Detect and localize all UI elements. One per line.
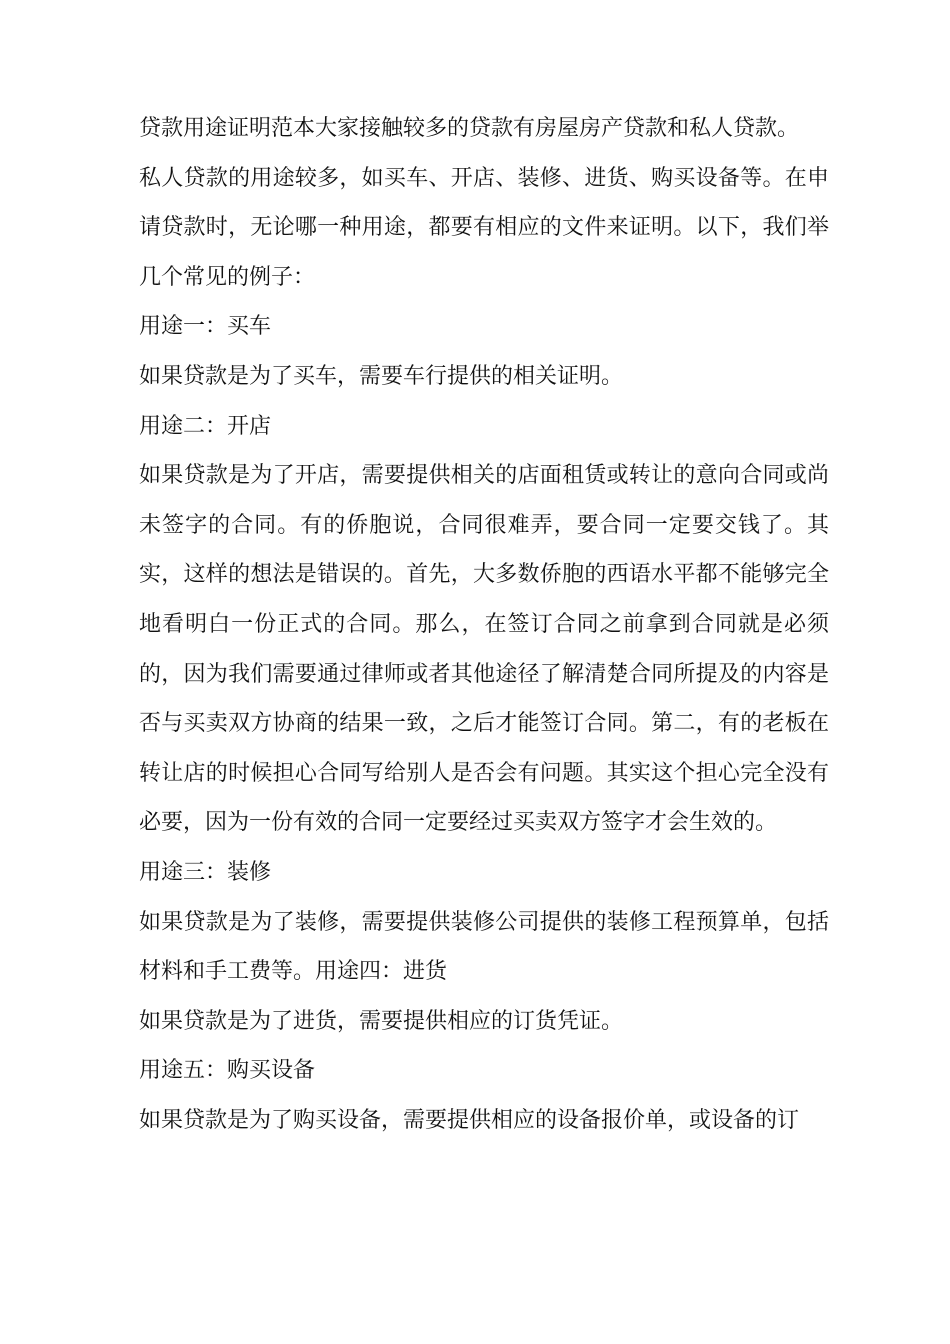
document-body xyxy=(139,104,829,1145)
heading-use-2: 用途二：开店 xyxy=(139,413,272,439)
paragraph-use-2: 如果贷款是为了开店，需要提供相关的店面租赁或转让的意向合同或尚未签字的合同。有的侨胞说，合同很难弄，要合同一定要交钱了。其实，这样的想法是错误的。首先，大多数侨胞的西语水平都不能够完全地看明白一份正式的合同。那么，在签订合同之前拿到合同就是必须的，因为我们需要通过律师或者其他途径了解清楚合同所提及的内容是否与买卖双方协商的结果一致，之后才能签订合同。第二，有的老板在转让店的时候担心合同写给别人是否会有问题。其实这个担心完全没有必要，因为一份有效的合同一定要经过买卖双方签字才会生效的。 xyxy=(139,463,829,836)
heading-use-3: 用途三：装修 xyxy=(139,859,272,885)
paragraph-use-4: 如果贷款是为了进货，需要提供相应的订货凭证。 xyxy=(139,1008,624,1034)
paragraph-intro: 贷款用途证明范本大家接触较多的贷款有房屋房产贷款和私人贷款。 xyxy=(139,116,800,141)
heading-use-1: 用途一：买车 xyxy=(139,314,272,340)
paragraph-private-loans: 私人贷款的用途较多，如买车、开店、装修、进货、购买设备等。在申请贷款时，无论哪一种用途，都要有相应的文件来证明。以下，我们举几个常见的例子： xyxy=(139,165,829,290)
paragraph-use-1: 如果贷款是为了买车，需要车行提供的相关证明。 xyxy=(139,363,624,389)
paragraph-use-3: 如果贷款是为了装修，需要提供装修公司提供的装修工程预算单，包括材料和手工费等。用途四：进货 xyxy=(139,909,829,985)
heading-use-5: 用途五：购买设备 xyxy=(139,1058,316,1084)
paragraph-use-5: 如果贷款是为了购买设备，需要提供相应的设备报价单，或设备的订 xyxy=(139,1107,800,1133)
